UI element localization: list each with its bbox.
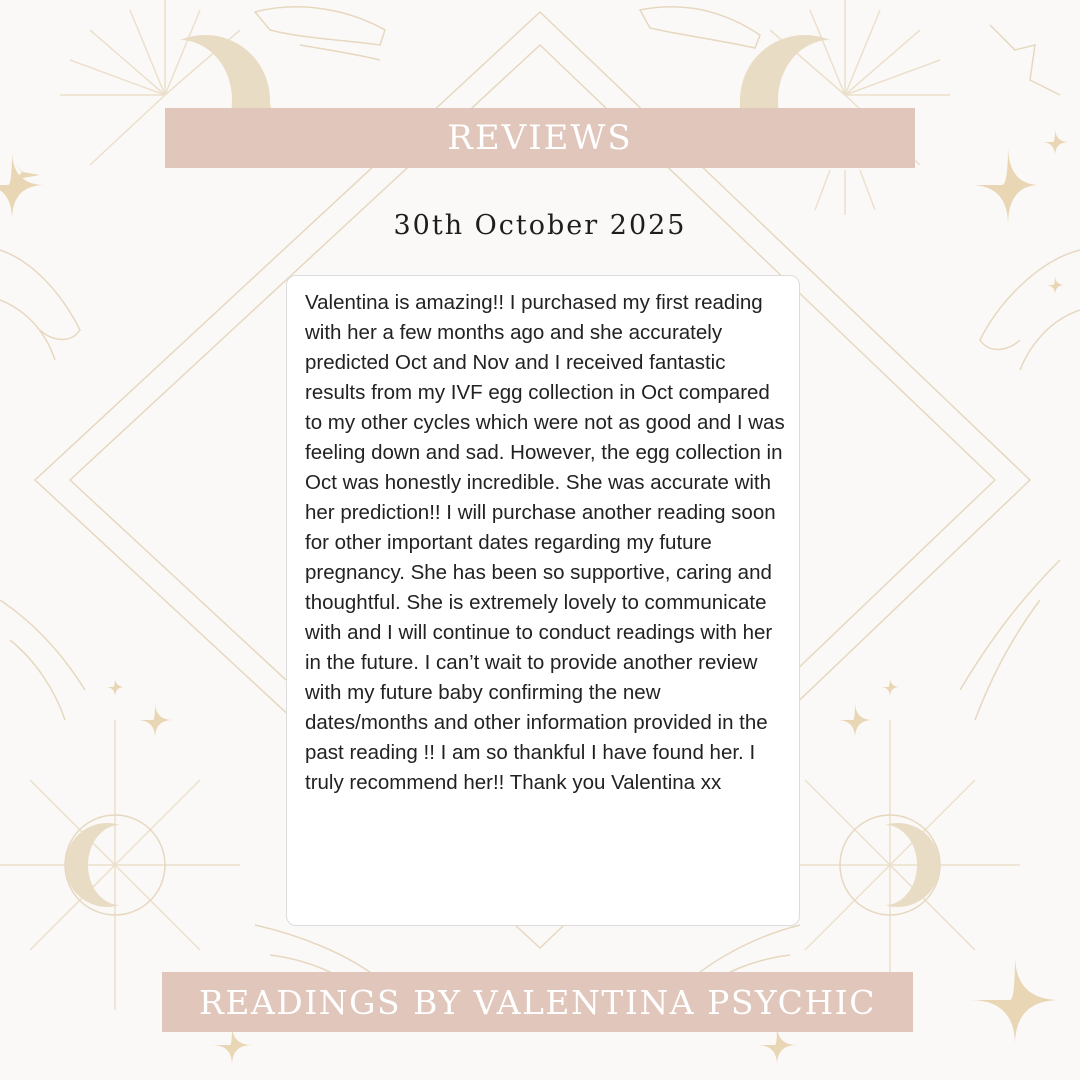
reviews-banner xyxy=(165,108,915,168)
review-date: 30th October 2025 xyxy=(393,210,687,241)
hand-right-icon xyxy=(980,250,1080,370)
sun-rays-bottom-right xyxy=(770,720,1020,1010)
brand-name: READINGS BY VALENTINA PSYCHIC xyxy=(199,982,876,1022)
brand-banner xyxy=(162,972,913,1032)
hand-lower-right-icon xyxy=(960,560,1060,720)
sun-rays-bottom-left xyxy=(0,720,240,1010)
star-small-left-icon xyxy=(105,677,125,697)
star-small-right-icon xyxy=(880,677,900,697)
constellation-icon xyxy=(990,25,1060,95)
star-mid-right-icon xyxy=(837,702,873,738)
hand-top-right-icon xyxy=(640,7,760,48)
star-far-right-icon xyxy=(1045,275,1065,295)
reviews-title: REVIEWS xyxy=(447,118,633,158)
review-text: Valentina is amazing!! I purchased my first reading with her a few months ago and she accurately predicted Oct and Nov and I received fantastic results from my IVF egg collection in Oct compared to my other cycles which were not as good and I was feeling down and sad. However, the egg collection in Oct was honestly incredible. She was accurate with her prediction!! I will purchase another reading soon for other important dates regarding my future pregnancy. She has been so supportive, caring and thoughtful. She is extremely lovely to communicate with and I will continue to conduct readings with her in the future. I can’t wait to provide another review with my future baby confirming the new dates/months and other information provided in the past reading !! I am so thankful I have found her. I truly recommend her!! Thank you Valentina xx xyxy=(305,291,785,794)
hand-lower-left-icon xyxy=(0,600,85,720)
review-card xyxy=(286,275,800,926)
star-bottom-right-icon xyxy=(970,955,1060,1045)
star-corner-right-icon xyxy=(1041,128,1069,156)
hand-top-left-icon xyxy=(255,7,385,60)
star-mid-left-icon xyxy=(137,702,173,738)
hand-left-icon xyxy=(0,250,80,360)
